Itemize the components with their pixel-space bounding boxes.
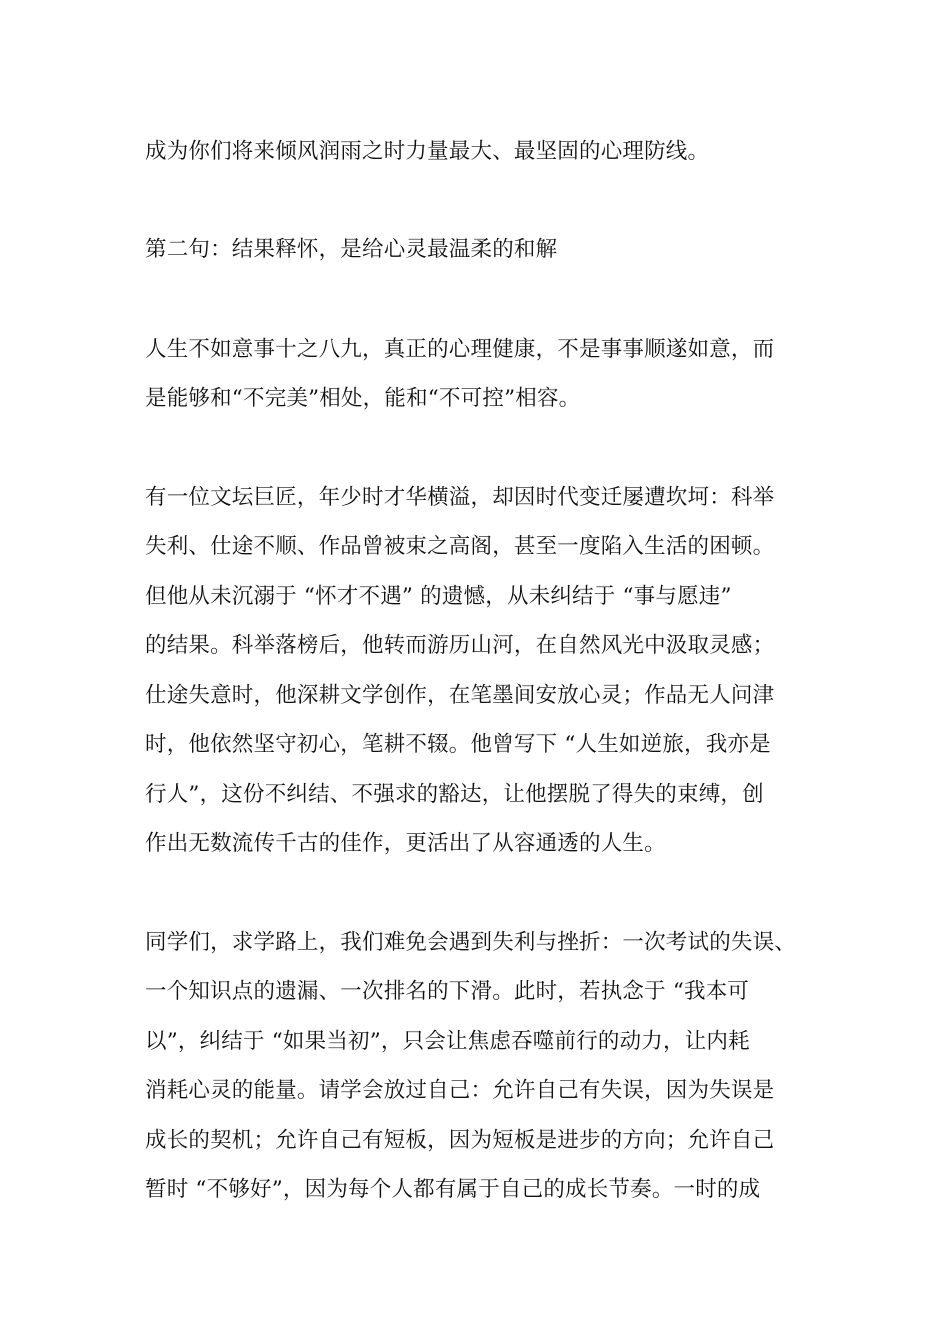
text-line: 作出无数流传千古的佳作，更活出了从容通透的人生。: [145, 831, 666, 856]
text-line: 有一位文坛巨匠，年少时才华横溢，却因时代变迁屡遭坎坷：科举: [145, 485, 775, 510]
text-line: 但他从未沉溺于 “怀才不遇” 的遗憾，从未纠结于 “事与愿违”: [145, 584, 732, 609]
text-line: 行人”，这份不纠结、不强求的豁达，让他摆脱了得失的束缚，创: [145, 782, 764, 807]
text-line: 一个知识点的遗漏、一次排名的下滑。此时，若执念于 “我本可: [145, 979, 750, 1004]
text-line: 成为你们将来倾风润雨之时力量最大、最坚固的心理防线。: [145, 139, 710, 164]
text-line: 是能够和“不完美”相处，能和“不可控”相容。: [145, 386, 581, 411]
text-line: 同学们，求学路上，我们难免会遇到失利与挫折：一次考试的失误、: [145, 930, 797, 955]
text-line: 成长的契机；允许自己有短板，因为短板是进步的方向；允许自己: [145, 1128, 775, 1153]
text-line: 以”，纠结于 “如果当初”，只会让焦虑吞噬前行的动力，让内耗: [145, 1029, 750, 1054]
text-line: 失利、仕途不顺、作品曾被束之高阁，甚至一度陷入生活的困顿。: [145, 534, 775, 559]
text-line: 时，他依然坚守初心，笔耕不辍。他曾写下 “人生如逆旅，我亦是: [145, 732, 771, 757]
section-heading: 第二句：结果释怀，是给心灵最温柔的和解: [145, 237, 558, 262]
text-line: 消耗心灵的能量。请学会放过自己：允许自己有失误，因为失误是: [145, 1078, 775, 1103]
text-line: 的结果。科举落榜后，他转而游历山河，在自然风光中汲取灵感；: [145, 633, 775, 658]
text-line: 人生不如意事十之八九，真正的心理健康，不是事事顺遂如意，而: [145, 337, 775, 362]
text-line: 仕途失意时，他深耕文学创作，在笔墨间安放心灵；作品无人问津: [145, 683, 775, 708]
text-line: 暂时 “不够好”，因为每个人都有属于自己的成长节奏。一时的成: [145, 1177, 761, 1202]
